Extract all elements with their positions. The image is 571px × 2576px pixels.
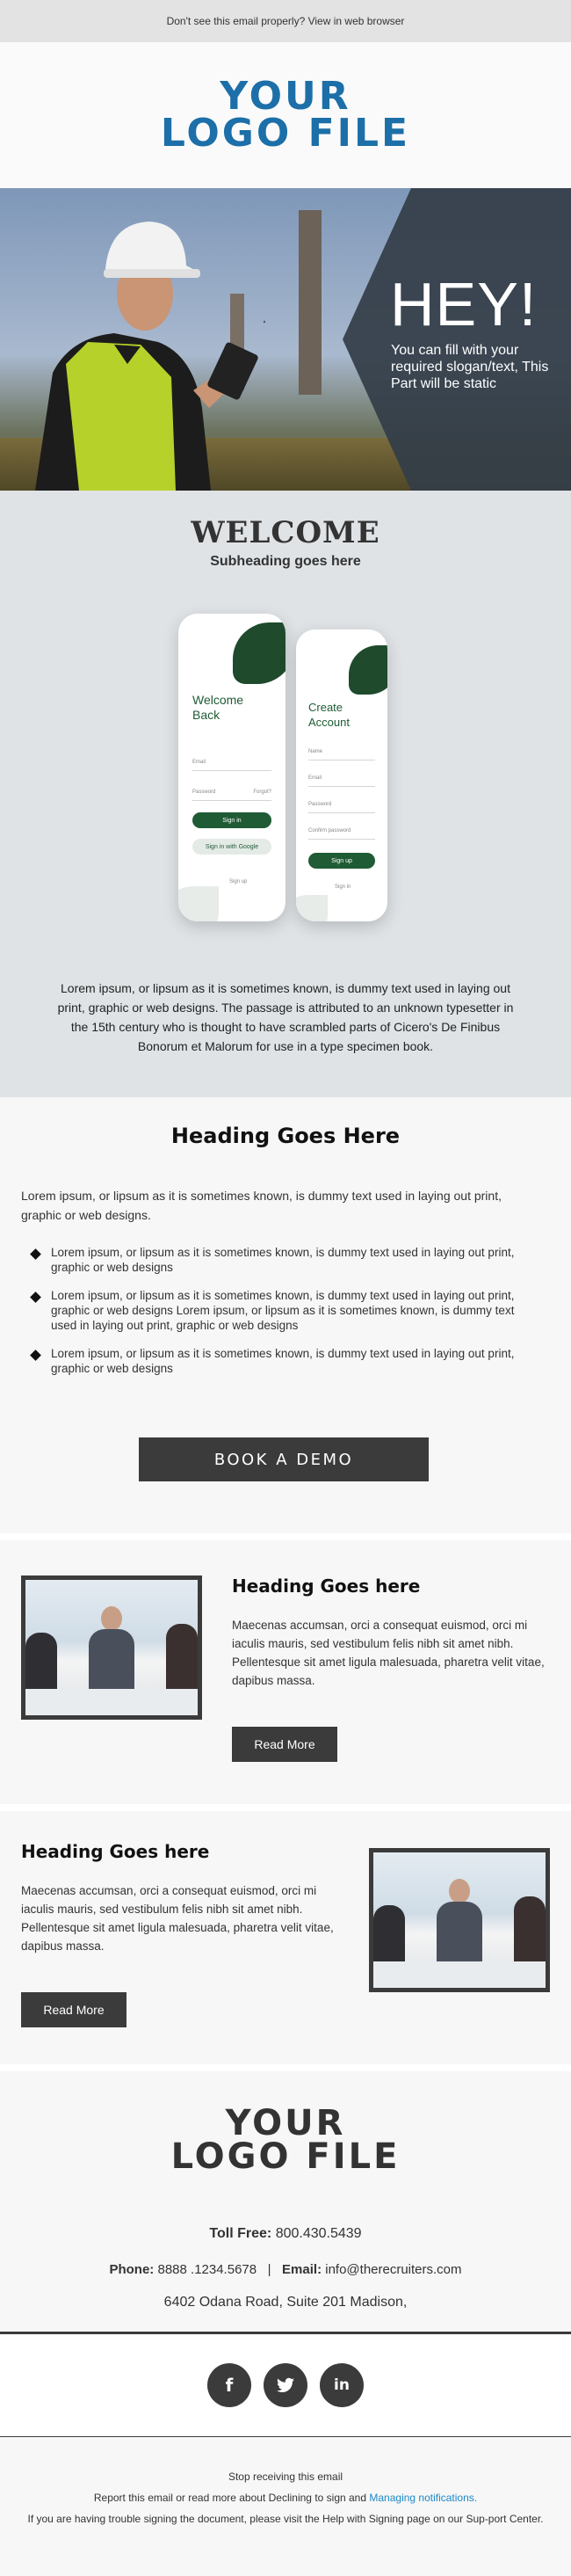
feature1-heading: Heading Goes here <box>232 1575 421 1597</box>
email-label: Email: <box>282 2262 322 2277</box>
footer-logo-line2: LOGO FILE <box>170 2136 401 2177</box>
phone-left-button2: Sign in with Google <box>192 839 271 855</box>
divider <box>0 2064 571 2071</box>
leaf-graphic <box>296 895 328 921</box>
twitter-icon[interactable] <box>264 2363 307 2407</box>
help-text: If you are having trouble signing the document, please visit the Help with Signing page on our Sup-port Center. <box>27 2513 544 2525</box>
feature2-heading: Heading Goes here <box>21 1841 210 1862</box>
hero-banner <box>0 188 571 491</box>
phone-right <box>296 629 387 921</box>
content-heading: Heading Goes Here <box>170 1124 401 1148</box>
phone-right-field4: Confirm password <box>308 828 351 833</box>
phone-number[interactable]: 8888 .1234.5678 <box>157 2262 257 2277</box>
leaf-graphic <box>233 622 286 684</box>
footer-logo[interactable] <box>0 2103 571 2177</box>
feature2-text: Maecenas accumsan, orci a consequat euismod, orci mi iaculis mauris, sed vestibulum felis nibh sit amet nibh. Pellentesque sit amet ligula malesuada, pharetra velit vitae, dapibus massa. <box>21 1884 334 1953</box>
book-demo-button[interactable]: BOOK A DEMO <box>139 1437 429 1481</box>
diamond-bullet-icon <box>30 1350 41 1361</box>
email-link[interactable]: info@therecruiters.com <box>325 2262 462 2277</box>
footer-logo-line1: YOUR <box>225 2103 346 2143</box>
facebook-icon[interactable]: f <box>207 2363 251 2407</box>
list-item <box>30 1245 518 1275</box>
view-in-browser-bar <box>0 0 571 42</box>
list-item-text: Lorem ipsum, or lipsum as it is sometimes known, is dummy text used in laying out print, graphic or web designs Lorem ipsum, or lipsum as it is sometimes known, is dummy text used in laying out print, graphic or web designs <box>51 1289 515 1332</box>
unsubscribe-link[interactable]: Stop receiving this email <box>228 2470 343 2483</box>
toll-free-label: Toll Free: <box>209 2226 272 2241</box>
phone-right-footer: Sign in <box>335 884 351 890</box>
phone-left-forgot: Forgot? <box>253 790 271 795</box>
divider <box>0 1533 571 1540</box>
footer <box>0 2071 571 2332</box>
contact-separator: | <box>267 2262 271 2277</box>
phone-right-title: Create Account <box>308 701 350 729</box>
phone-right-button: Sign up <box>308 853 375 869</box>
manage-notifications-link[interactable]: Managing notifications. <box>369 2492 478 2504</box>
phone-left <box>178 614 286 921</box>
person-graphic <box>89 1606 134 1694</box>
welcome-paragraph: Lorem ipsum, or lipsum as it is sometimes known, is dummy text used in laying out print, graphic or web designs. The passage is attributed to an unknown typesetter in the 15th century who is thought to have scrambled parts of Cicero's De Finibus Bonorum et Malorum for use in a type specimen book. <box>57 981 514 1053</box>
welcome-subheading: Subheading goes here <box>210 554 361 569</box>
list-item-text: Lorem ipsum, or lipsum as it is sometimes known, is dummy text used in laying out print, graphic or web designs <box>51 1347 515 1375</box>
phone-right-field1: Name <box>308 749 323 754</box>
phone-field-line <box>192 770 271 771</box>
diamond-bullet-icon <box>30 1292 41 1303</box>
content-section <box>0 1097 571 1533</box>
header <box>0 42 571 188</box>
linkedin-icon[interactable]: in <box>320 2363 364 2407</box>
phone-right-field3: Password <box>308 802 332 807</box>
list-item-text: Lorem ipsum, or lipsum as it is sometimes known, is dummy text used in laying out print, graphic or web designs <box>51 1246 515 1274</box>
welcome-title: WELCOME <box>191 515 380 550</box>
feature2-read-more-button[interactable]: Read More <box>21 1992 126 2027</box>
leaf-graphic <box>178 886 219 921</box>
phone-label: Phone: <box>109 2262 155 2277</box>
engineer-illustration <box>18 188 281 491</box>
logo-line2: LOGO FILE <box>160 111 411 156</box>
welcome-section <box>0 491 571 1097</box>
toll-free <box>0 2226 571 2242</box>
legal-footer <box>0 2437 571 2576</box>
phone-left-button: Sign in <box>192 812 271 828</box>
feature1-read-more-button[interactable]: Read More <box>232 1727 337 1762</box>
phone-field-line <box>308 812 375 813</box>
view-in-browser-link[interactable]: Don't see this email properly? View in web browser <box>166 15 405 27</box>
report-text: Report this email or read more about Declining to sign and <box>93 2492 367 2504</box>
chimney-graphic <box>299 210 322 395</box>
phone-left-footer: Sign up <box>229 879 248 884</box>
feature1-text: Maecenas accumsan, orci a consequat euismod, orci mi iaculis mauris, sed vestibulum felis nibh sit amet nibh. Pellentesque sit amet ligula malesuada, pharetra velit vitae, dapibus massa. <box>232 1619 545 1687</box>
report-line <box>0 2492 571 2504</box>
diamond-bullet-icon <box>30 1248 41 1260</box>
list-item <box>30 1346 518 1376</box>
bullet-list <box>30 1245 518 1389</box>
phone-right-field2: Email <box>308 775 322 781</box>
table-graphic <box>25 1689 198 1715</box>
phone-field-line <box>308 786 375 787</box>
header-logo[interactable] <box>160 74 411 156</box>
phone-left-field1: Email <box>192 760 206 765</box>
content-intro: Lorem ipsum, or lipsum as it is sometimes known, is dummy text used in laying out print, graphic or web designs. <box>21 1189 502 1222</box>
phone-field-line <box>192 800 271 801</box>
feature-block-2 <box>0 1811 571 2064</box>
leaf-graphic <box>349 645 387 695</box>
meeting-photo <box>369 1848 550 1992</box>
meeting-photo <box>21 1575 202 1720</box>
twitter-bird-icon <box>277 2377 294 2393</box>
social-bar <box>0 2332 571 2437</box>
logo-line1: YOUR <box>220 74 351 120</box>
phone-left-field2: Password <box>192 790 216 795</box>
person-graphic <box>437 1879 482 1967</box>
divider <box>0 1804 571 1811</box>
list-item <box>30 1288 518 1333</box>
phone-field-line <box>308 839 375 840</box>
toll-free-number[interactable]: 800.430.5439 <box>275 2226 362 2241</box>
feature-block-1 <box>0 1540 571 1804</box>
address: 6402 Odana Road, Suite 201 Madison, <box>163 2295 408 2310</box>
phone-left-title: Welcome Back <box>192 693 244 722</box>
hero-title: HEY! <box>390 270 538 338</box>
table-graphic <box>373 1961 546 1988</box>
contact-line <box>0 2262 571 2277</box>
app-mockup <box>171 614 400 930</box>
hero-subtitle: You can fill with your required slogan/text, This Part will be static <box>391 343 549 391</box>
